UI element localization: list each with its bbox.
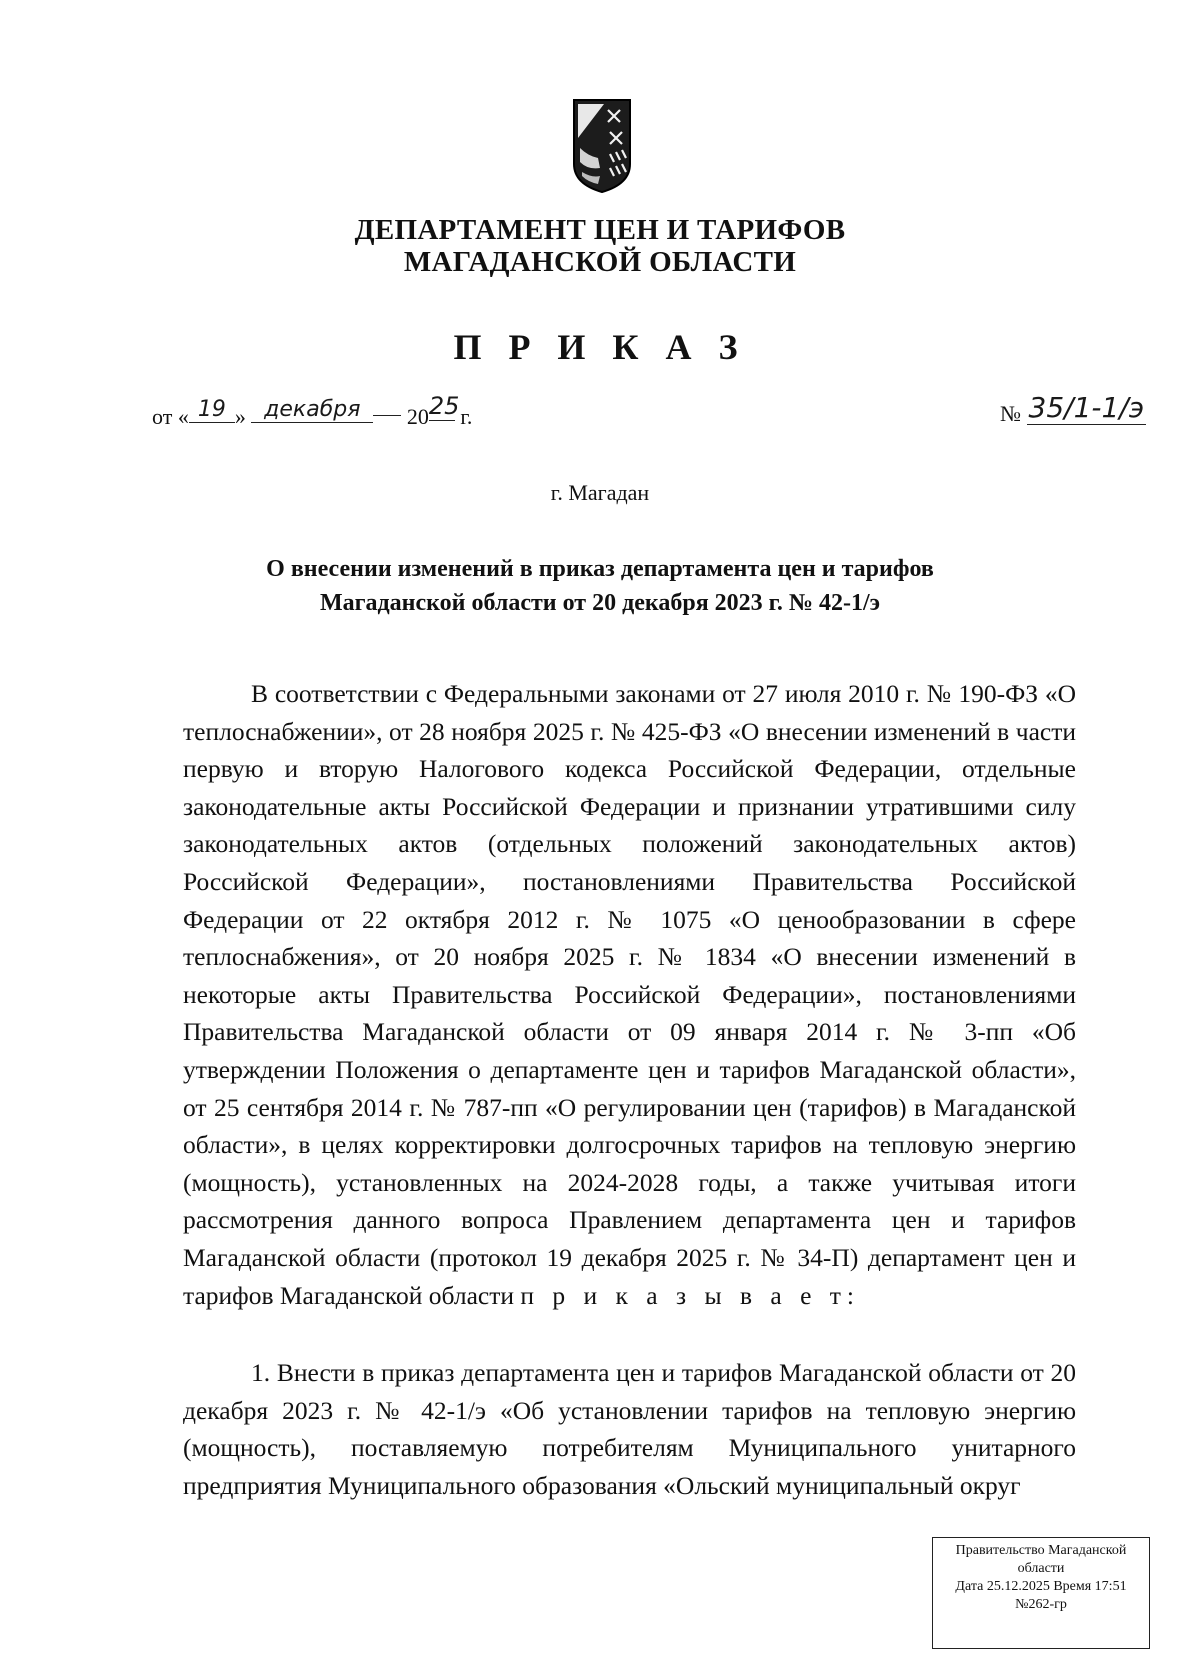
handwritten-day: 19	[189, 397, 235, 423]
handwritten-month: декабря	[251, 397, 373, 423]
stamp-line2: области	[1017, 1561, 1065, 1576]
stamp-line1: Правительство Магаданской	[955, 1543, 1127, 1558]
document-date	[152, 392, 473, 431]
document-city: г. Магадан	[550, 480, 650, 505]
registration-stamp	[932, 1537, 1150, 1649]
document-type-title: П Р И К А З	[453, 327, 747, 367]
coat-of-arms-icon	[570, 98, 634, 194]
preamble-text: В соответствии с Федеральными законами от 27 июля 2010 г. № 190-ФЗ «О теплоснабжении», от 28 ноября 2025 г. № 425-ФЗ «О внесении изменений в части первую и вторую Налогового кодекса Российской Федерации, отдельные законодательные акты Российской Федерации и признании утратившими силу законодательных актов (отдельных положений законодательных актов) Российской Федерации», постановлениями Правительства Российской Федерации от 22 октября 2012 г. № 1075 «О ценообразовании в сфере теплоснабжения», от 20 ноября 2025 г. № 1834 «О внесении изменений в некоторые акты Правительства Российской Федерации», постановлениями Правительства Магаданской области от 09 января 2014 г. № 3-пп «Об утверждении Положения о департаменте цен и тарифов Магаданской области», от 25 сентября 2014 г. № 787-пп «О регулировании цен (тарифов) в Магаданской области», в целях корректировки долгосрочных тарифов на тепловую энергию (мощность), установленных на 2024-2028 годы, а также учитывая итоги рассмотрения данного вопроса Правлением департамента цен и тарифов Магаданской области (протокол 19 декабря 2025 г. № 34-П) департамент цен и тарифов Магаданской области	[183, 679, 1076, 1310]
department-name-line1: ДЕПАРТАМЕНТ ЦЕН И ТАРИФОВ	[354, 214, 846, 246]
date-prefix: от «	[152, 404, 189, 429]
year-prefix: 20	[406, 404, 429, 429]
preamble-paragraph	[183, 675, 1076, 1314]
document-number	[1000, 391, 1146, 429]
stamp-line3: Дата 25.12.2025 Время 17:51	[955, 1579, 1127, 1594]
date-mid: »	[234, 404, 246, 429]
stamp-line4: №262-гр	[1015, 1597, 1067, 1612]
number-prefix: №	[1000, 401, 1021, 426]
month-underline-tail	[373, 415, 401, 416]
handwritten-year: 25	[428, 392, 460, 420]
item-1-paragraph: 1. Внести в приказ департамента цен и тарифов Магаданской области от 20 декабря 2023 г. № 42-1/э «Об установлении тарифов на тепловую энергию (мощность), поставляемую потребителям Муниципального унитарного предприятия Муниципального образования «Ольский муниципальный округ	[183, 1358, 1076, 1500]
department-name-line2: МАГАДАНСКОЙ ОБЛАСТИ	[403, 246, 797, 278]
handwritten-number: 35/1-1/э	[1028, 391, 1145, 424]
date-suffix: г.	[460, 404, 473, 429]
preamble-verb: п р и к а з ы в а е т:	[520, 1280, 860, 1310]
subject-line1: О внесении изменений в приказ департамента цен и тарифов	[266, 556, 934, 582]
subject-line2: Магаданской области от 20 декабря 2023 г. № 42-1/э	[319, 590, 881, 616]
